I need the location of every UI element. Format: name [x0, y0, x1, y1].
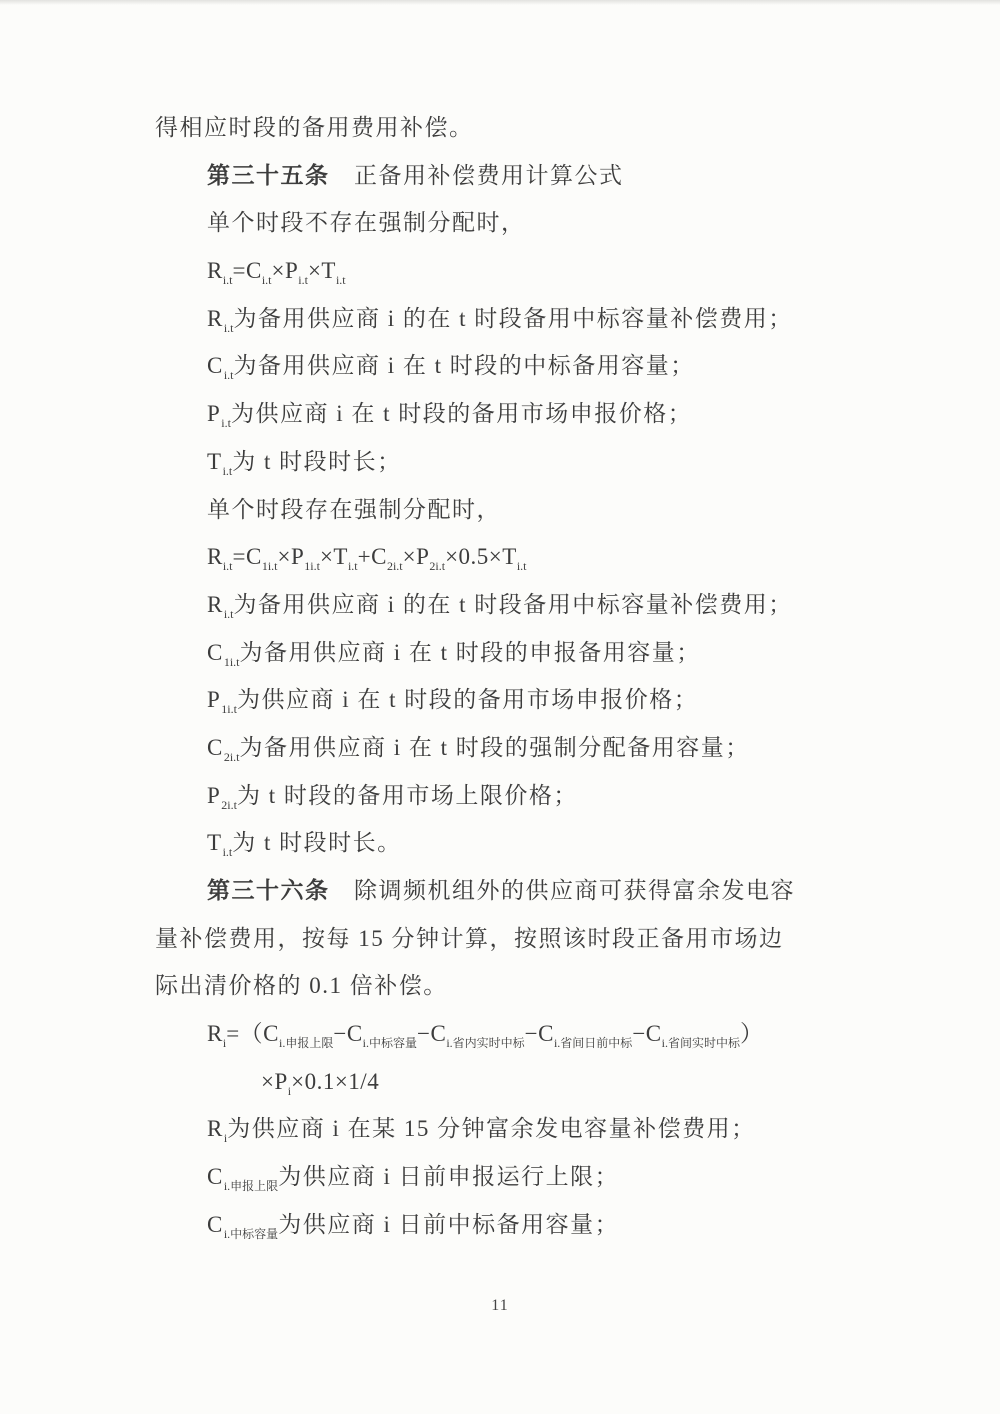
text-segment: $R_{i.t}$ — [207, 591, 234, 621]
text-segment: ×0.1×1/4 — [291, 1068, 380, 1094]
text-segment: 为 t 时段的备用市场上限价格； — [236, 782, 578, 808]
text-segment: $C_{i.中标容量}$ — [207, 1211, 279, 1241]
definition-line — [155, 1105, 955, 1153]
text-segment: $R_{i.t}$ — [207, 544, 233, 574]
text-segment: 为 t 时段时长； — [232, 448, 402, 474]
definition-line — [155, 724, 955, 772]
definition-line — [155, 438, 955, 486]
page-number: 11 — [491, 1297, 509, 1314]
text-segment: $R_{i.t}$ — [207, 258, 233, 288]
paragraph-line — [155, 104, 955, 152]
definition-line — [155, 295, 955, 343]
text-segment: 量补偿费用，按每 15 分钟计算，按照该时段正备用市场边 — [155, 925, 784, 951]
text-segment: $-C_{i.省内实时中标}$ — [417, 1021, 525, 1051]
definition-line — [155, 1153, 955, 1201]
text-segment: 为供应商 i 在 t 时段的备用市场申报价格； — [230, 401, 693, 427]
text-segment: 为备用供应商 i 在 t 时段的强制分配备用容量； — [239, 734, 750, 760]
definition-line — [155, 342, 955, 390]
text-segment: $\times T_{i.t}$ — [319, 544, 358, 574]
text-segment: $\times P_i$ — [261, 1068, 292, 1098]
text-segment: $-C_{i.中标容量}$ — [333, 1021, 417, 1051]
text-segment: ） — [739, 1021, 764, 1047]
scan-edge-artifact — [0, 0, 1000, 5]
text-segment: $\times P_{2i.t}$ — [402, 544, 446, 574]
text-segment: 为供应商 i 日前申报运行上限； — [278, 1164, 620, 1190]
text-segment: 际出清价格的 0.1 倍补偿。 — [155, 973, 448, 999]
text-segment: 第三十五条 — [207, 162, 330, 188]
text-segment: 为备用供应商 i 在 t 时段的申报备用容量； — [239, 639, 701, 665]
text-segment: 单个时段不存在强制分配时， — [207, 210, 526, 236]
definition-line — [155, 1201, 955, 1249]
definition-line — [155, 676, 955, 724]
document-content — [155, 104, 955, 1249]
text-segment: $P_{i.t}$ — [207, 401, 231, 431]
text-segment: 第三十六条 — [207, 878, 330, 903]
text-segment: $C_{i.t}$ — [207, 353, 234, 383]
text-segment: 为 t 时段时长。 — [232, 830, 402, 856]
text-segment: $-C_{i.省间实时中标}$ — [632, 1021, 740, 1051]
text-segment: $\times T_{i.t}$ — [307, 258, 346, 288]
text-segment: $P_{1i.t}$ — [207, 687, 237, 717]
text-segment: 为备用供应商 i 的在 t 时段备用中标容量补偿费用； — [233, 591, 793, 617]
text-segment: 为备用供应商 i 在 t 时段的中标备用容量； — [233, 353, 695, 379]
text-segment: 为备用供应商 i 的在 t 时段备用中标容量补偿费用； — [233, 305, 793, 331]
text-segment: $\times P_{1i.t}$ — [277, 544, 320, 574]
text-segment: 除调频机组外的供应商可获得富余发电容 — [329, 878, 795, 903]
paragraph-line — [155, 962, 955, 1010]
text-segment: $C_{2i.t}$ — [207, 734, 240, 764]
text-segment: 正备用补偿费用计算公式 — [329, 162, 624, 188]
definition-line — [155, 629, 955, 677]
formula-line — [155, 533, 955, 581]
paragraph-line — [155, 486, 955, 534]
text-segment: 为供应商 i 在 t 时段的备用市场申报价格； — [236, 687, 699, 713]
paragraph-line — [155, 199, 955, 247]
text-segment: $=(C_{i.申报上限}$ — [226, 1021, 334, 1051]
text-segment: $P_{2i.t}$ — [207, 782, 237, 812]
definition-line — [155, 390, 955, 438]
text-segment: $C_{i.申报上限}$ — [207, 1164, 279, 1194]
article-heading — [155, 867, 955, 915]
text-segment: $+C_{2i.t}$ — [357, 544, 403, 574]
text-segment: $T_{i.t}$ — [207, 448, 233, 478]
text-segment: $R_i$ — [207, 1116, 228, 1146]
definition-line — [155, 772, 955, 820]
definition-line — [155, 581, 955, 629]
text-segment: $R_{i.t}$ — [207, 305, 234, 335]
paragraph-line — [155, 915, 955, 963]
formula-line — [155, 1010, 955, 1058]
text-segment: 为供应商 i 在某 15 分钟富余发电容量补偿费用； — [227, 1116, 756, 1142]
text-segment: $R_i$ — [207, 1021, 227, 1051]
text-segment: 为供应商 i 日前中标备用容量； — [278, 1211, 620, 1237]
text-segment: $C_{1i.t}$ — [207, 639, 240, 669]
text-segment: 得相应时段的备用费用补偿。 — [155, 115, 474, 140]
text-segment: $-C_{i.省间日前中标}$ — [524, 1021, 633, 1051]
text-segment: $=C_{i.t}$ — [232, 258, 272, 288]
article-heading — [155, 152, 955, 200]
definition-line — [155, 819, 955, 867]
formula-line — [155, 247, 955, 295]
text-segment: $\times P_{i.t}$ — [271, 258, 308, 288]
formula-line — [155, 1058, 955, 1106]
text-segment: $=C_{1i.t}$ — [232, 544, 278, 574]
text-segment: 单个时段存在强制分配时， — [207, 496, 501, 522]
text-segment: $T_{i.t}$ — [207, 830, 233, 860]
text-segment: $\times 0.5\times T_{i.t}$ — [445, 544, 527, 574]
